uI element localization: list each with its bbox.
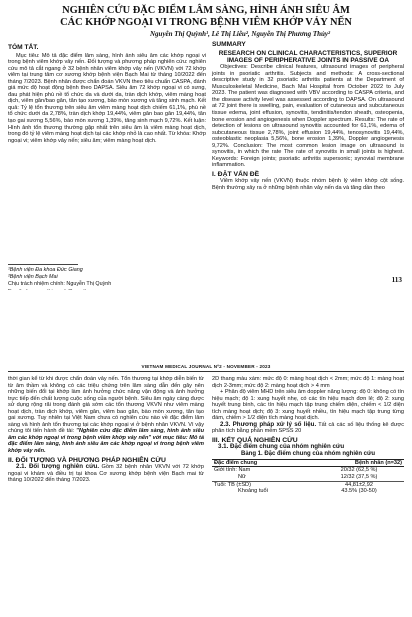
footnote-rule	[8, 264, 78, 265]
title-line-2: CÁC KHỚP NGOẠI VI TRONG BỆNH VIÊM KHỚP VẢY NẾN	[60, 17, 352, 28]
subsection-2-1-heading: 2.1. Đối tượng nghiên cứu.	[16, 463, 100, 471]
title-line-1: NGHIÊN CỨU ĐẶC ĐIỂM LÂM SÀNG, HÌNH ẢNH SIÊU ÂM	[62, 5, 350, 16]
table-cell: Giới tính: Nam	[214, 467, 251, 474]
journal-header-rule	[8, 371, 404, 372]
table-cell: 20/32 (62,5 %)	[340, 467, 378, 474]
table-cell: Tuổi: TB (±SD)	[212, 481, 314, 488]
abstract-heading: TÓM TẮT.	[8, 44, 39, 51]
table-cell: 43.5% (30-50)	[341, 488, 377, 495]
section-3-heading: III. KẾT QUẢ NGHIÊN CỨU	[212, 436, 298, 444]
author-list: Nguyễn Thị Quỳnh¹, Lê Thị Liễu², Nguyễn Thị Phương Thủy²	[150, 30, 331, 38]
table-cell: Khoảng tuổi	[238, 488, 268, 495]
abstract-vietnamese	[8, 45, 206, 144]
summary-text: Objectives: Describe clinical features, ultrasound images of peripheral joints in psoriatic arthritis. Subjects and methods: A cross-sectional descriptive study in 32 psoriatic arthritis patients at the Department of Musculoskeletal Medicine, Bach Mai Hospital from October 2022 to July 2023. The patient was diagnosed with VBV according to CASPA criteria, and the disease activity level was assessed according to DAPSA. On ultrasound at 72 joint there is swelling, pain, evaluation of cutaneous and subcutaneous tissue edema, joint effusion, synovitis, tendinitis/tendon sheath, osteopenia, bone erosion and angiogenesis when Doppler spectrum. Results: The rate of detection of lesions on ultrasound synovitis accounted for 61,1%, edema of subcutaneous tissue 2,78%, joint effusion 19,44%, tenosynovitis 19,44%, osteoblastic neoplasia 5,56%, bone erosion 1,39%, Doppler angiogenesis 9,72%. Conclusion: The most common lesion image on ultrasound is synovitis, in which the rate The rate of synovitis in small joints is highest. Keywords: Foreign joints; psoriatic arthritis supersonic; synovial membrane inflammation.	[212, 64, 404, 169]
summary-english	[212, 42, 404, 192]
grading-text-2: + Phân độ viêm MHD trên siêu âm doppler năng lượng: độ 0: không có tín hiệu mạch; độ 1: xung huyết nhẹ, có các tín hiệu mạch đơn lẻ; độ 2: xung huyết trung bình, các tín hiệu mạch tập trung chiếm diện, chiếm < 1/2 diện tích màng hoạt dịch; độ 3: xung huyết nhiều, tín hiệu mạch tập trung từng đám, chiếm > 1/2 diện tích màng hoạt dịch.	[212, 389, 404, 422]
subsection-2-3-heading: 2.3. Phương pháp xử lý số liệu.	[220, 420, 317, 428]
grading-text-1: 2D thang màu xám: mức độ 0: màng hoạt dịch < 2mm; mức độ 1: màng hoạt dịch 2-3mm; mức độ 2: màng hoạt dịch > 4 mm	[212, 376, 404, 389]
subsection-3-1-heading: 3.1. Đặc điểm chung của nhóm nghiên cứu	[218, 443, 345, 451]
table-cell: Nữ	[238, 473, 246, 480]
english-title: RESEARCH ON CLINICAL CHARACTERISTICS, SUPERIOR IMAGES OF PERIPHERATIVE JOINTS IN PASSIVE OA	[218, 49, 398, 64]
summary-heading: SUMMARY	[212, 41, 246, 48]
intro-continued	[8, 376, 204, 455]
page2-right-column	[212, 376, 404, 495]
article-title	[10, 5, 402, 29]
section-1-heading: I. ĐẶT VẤN ĐỀ	[212, 170, 260, 178]
intro-continued-text: thời gian kể từ khi được chẩn đoán vảy nến. Tổn thương tại khớp diễn biến từ từ âm thầm và không có các triệu chứng trên lâm sàng dẫn đến gây nên những biến đổi tại khớp làm ảnh hưởng chức năng vận động và ảnh hưởng trực tiếp đến chất lượng cuộc sống của người bệnh. Siêu âm ngày càng được sử dụng rộng rãi trong đánh giá sớm các tổn thương VKVN như viêm màng hoạt dịch, tràn dịch khớp, viêm gân, viêm bao gân, bào mòn xương, tăn tạo gai xương. Tuy nhiên tại Việt Nam chưa có nghiên cứu nào về đặc điểm lâm sàng và hình ảnh tổn thương tại các khớp ngoại vi ở bệnh nhân VKVN. Vì vậy chúng tôi tiến hành đề tài:	[8, 376, 204, 435]
table-header-characteristic: Đặc điểm chung	[212, 459, 314, 467]
page-number: 113	[391, 276, 402, 284]
table-header-patients: Bệnh nhân (n=32)	[314, 459, 404, 467]
corresponding-author: Chịu trách nhiệm chính: Nguyễn Thị Quỳnh	[8, 281, 112, 288]
intro-text: Viêm khớp vảy nến (VKVN) thuộc nhóm bệnh lý viêm khớp cột sống. Bệnh thường xảy ra ở những bệnh nhân vảy nến da và tăng dần theo	[212, 178, 404, 191]
affiliation-2: ²Bệnh viện Bạch Mai	[8, 274, 58, 281]
table-row	[212, 488, 404, 495]
abstract-text: Mục tiêu: Mô tả đặc điểm lâm sàng, hình ảnh siêu âm các khớp ngoại vi trong bệnh viêm khớp vảy nến. Đối tượng và phương pháp nghiên cứu: nghiên cứu mô tả cắt ngang ở 32 bệnh nhân viêm khớp vảy nến (VKVN) với 72 khớp viêm tại trung tâm cơ xương khớp bệnh viện Bạch Mai từ tháng 10/2022 đến tháng 7/2023. Bệnh nhân được chẩn đoán VKVN theo tiêu chuẩn CASPA, đánh giá mức độ hoạt động bệnh theo DAPSA. Siêu âm 72 khớp ngoại vi có sưng, đau phát hiện phù nề tổ chức da và dưới da, tràn dịch khớp, viêm màng hoạt dịch, viêm gân/bao gân, tăn tạo xương, bào mòn xương và tăng sinh mạch. Kết quả: Tỷ lệ tổn thương trên siêu âm viêm màng hoạt dịch chiếm 61,1%, phù nề tổ chức dưới da 2,78%, tràn dịch khớp 19,44%, viêm gân bao gân 19,44%, tăn tạo gai xương 5,56%, bào mòn xương 1,39%, tăng sinh mạch 9,72%. Kết luận: Hình ảnh tổn thương thường gặp nhất trên siêu âm là viêm màng hoạt dịch, trong đó tỷ lệ viêm màng hoạt dịch tại các khớp nhỏ là cao nhất. Từ khóa: Khớp ngoại vi; viêm khớp vảy nến; siêu âm; viêm màng hoạt dịch.	[8, 52, 206, 144]
page-gap	[0, 290, 412, 354]
subsection-2-3-text: Tất cả các số liệu thống kê được phân tích bằng phần mềm SPSS 20	[212, 421, 405, 435]
journal-header: VIETNAM MEDICAL JOURNAL Nº2 - NOVEMBER - 2023	[141, 364, 271, 369]
page2-left-column	[8, 376, 204, 484]
affiliation-1: ¹Bệnh viện Đa khoa Đức Giang	[8, 267, 83, 273]
subsection-2-1-text: Gồm 32 bệnh nhân VKVN với 72 khớp ngoại vi khám và điều trị tại khoa Cơ xương khớp bệnh viện Bạch mai từ tháng 10/2022 đến tháng 7/2023.	[8, 464, 204, 484]
section-2-heading: II. ĐỐI TƯỢNG VÀ PHƯƠNG PHÁP NGHIÊN CỨU	[8, 456, 166, 464]
table-cell: 44,81±2,92	[314, 481, 404, 488]
table-cell: 12/32 (37,5 %)	[340, 473, 378, 480]
table-caption: Bảng 1. Đặc điểm chung của nhóm nghiên cứu	[240, 451, 376, 458]
table-row	[212, 474, 404, 481]
table-general-characteristics	[212, 459, 404, 496]
table-row	[212, 467, 404, 474]
study-objective-quote: "Nghiên cứu đặc điểm lâm sàng, hình ảnh siêu âm các khớp ngoại vi trong bệnh viêm khớp vảy nến" với mục tiêu: Mô tả đặc điểm lâm sàng, hình ảnh siêu âm các khớp ngoại vi trong bệnh viêm khớp vảy nến.	[8, 428, 204, 455]
